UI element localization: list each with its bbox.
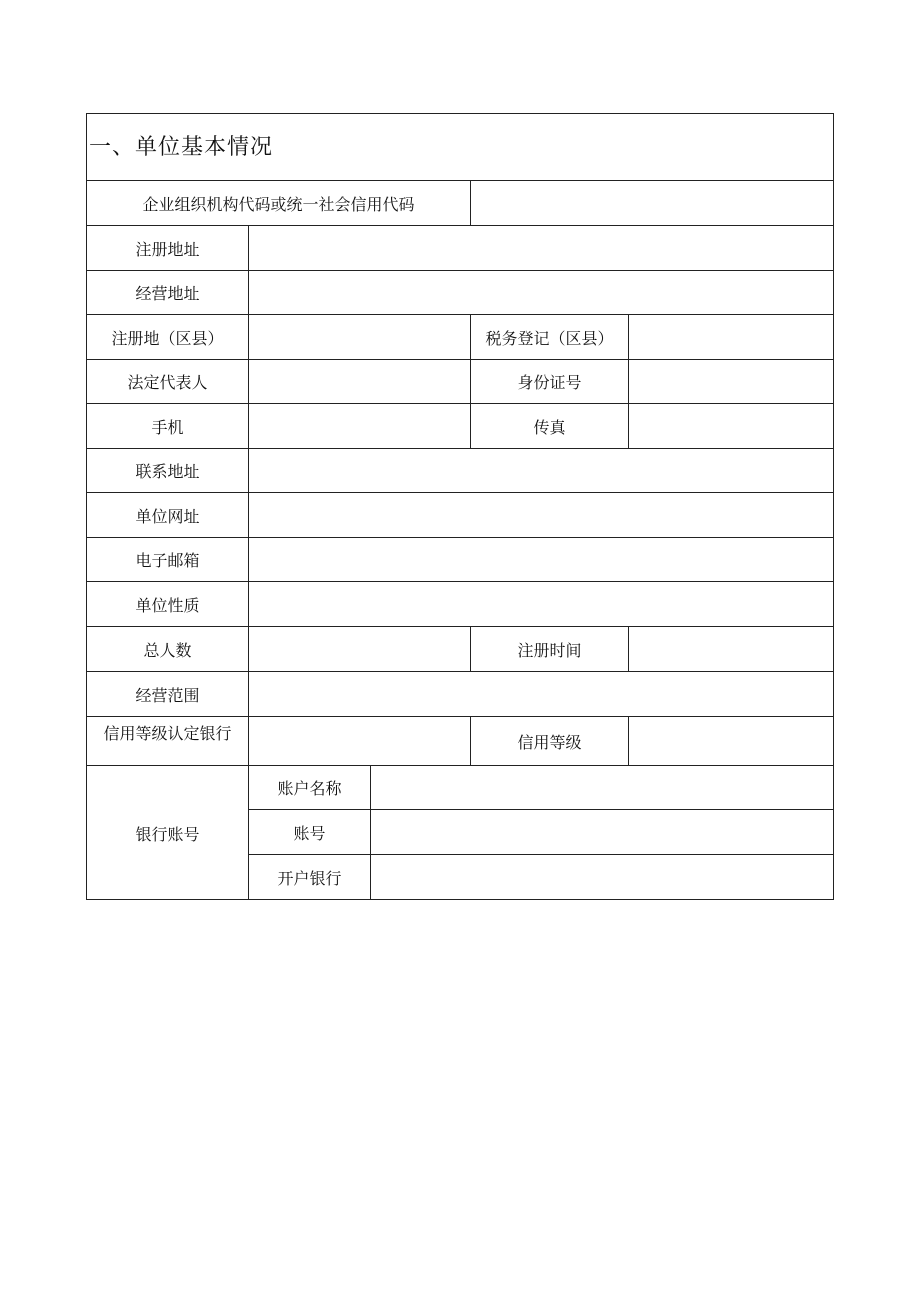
reg-district-field[interactable] <box>249 315 470 359</box>
label-credit-bank: 信用等级认定银行 <box>103 724 232 743</box>
credit-level-field[interactable] <box>629 717 833 765</box>
id-number-field[interactable] <box>629 360 833 403</box>
website-field[interactable] <box>249 493 833 537</box>
label-email: 电子邮箱 <box>135 551 200 570</box>
biz-scope-field[interactable] <box>249 672 833 716</box>
biz-address-field[interactable] <box>249 271 833 314</box>
label-nature: 单位性质 <box>135 595 200 615</box>
label-biz-scope: 经营范围 <box>135 685 200 705</box>
basic-info-form <box>86 113 834 900</box>
label-reg-district: 注册地（区县） <box>111 328 224 348</box>
label-org-code: 企业组织机构代码或统一社会信用代码 <box>142 194 415 214</box>
fax-field[interactable] <box>629 404 833 448</box>
label-reg-address: 注册地址 <box>135 239 200 259</box>
headcount-field[interactable] <box>249 627 470 671</box>
legal-rep-field[interactable] <box>249 360 470 403</box>
label-contact-address: 联系地址 <box>135 462 200 481</box>
label-credit-level: 信用等级 <box>517 732 582 752</box>
credit-bank-field[interactable] <box>249 717 470 765</box>
account-name-field[interactable] <box>371 766 833 809</box>
label-mobile: 手机 <box>151 417 184 437</box>
label-biz-address: 经营地址 <box>135 284 200 303</box>
reg-address-field[interactable] <box>249 226 833 270</box>
mobile-field[interactable] <box>249 404 470 448</box>
label-legal-rep: 法定代表人 <box>127 373 208 392</box>
label-tax-district: 税务登记（区县） <box>485 328 614 348</box>
opening-bank-field[interactable] <box>371 855 833 900</box>
account-no-field[interactable] <box>371 810 833 854</box>
reg-time-field[interactable] <box>629 627 833 671</box>
nature-field[interactable] <box>249 582 833 626</box>
org-code-field[interactable] <box>471 181 833 225</box>
label-headcount: 总人数 <box>143 640 192 660</box>
label-opening-bank: 开户银行 <box>277 869 342 888</box>
label-account-no: 账号 <box>293 823 326 843</box>
label-website: 单位网址 <box>135 506 200 526</box>
label-bank-account: 银行账号 <box>135 824 200 844</box>
tax-district-field[interactable] <box>629 315 833 359</box>
label-fax: 传真 <box>533 417 566 437</box>
section-title: 一、单位基本情况 <box>87 114 833 181</box>
label-reg-time: 注册时间 <box>517 640 582 660</box>
label-account-name: 账户名称 <box>277 779 342 798</box>
email-field[interactable] <box>249 538 833 581</box>
contact-address-field[interactable] <box>249 449 833 492</box>
label-id-number: 身份证号 <box>517 373 582 392</box>
